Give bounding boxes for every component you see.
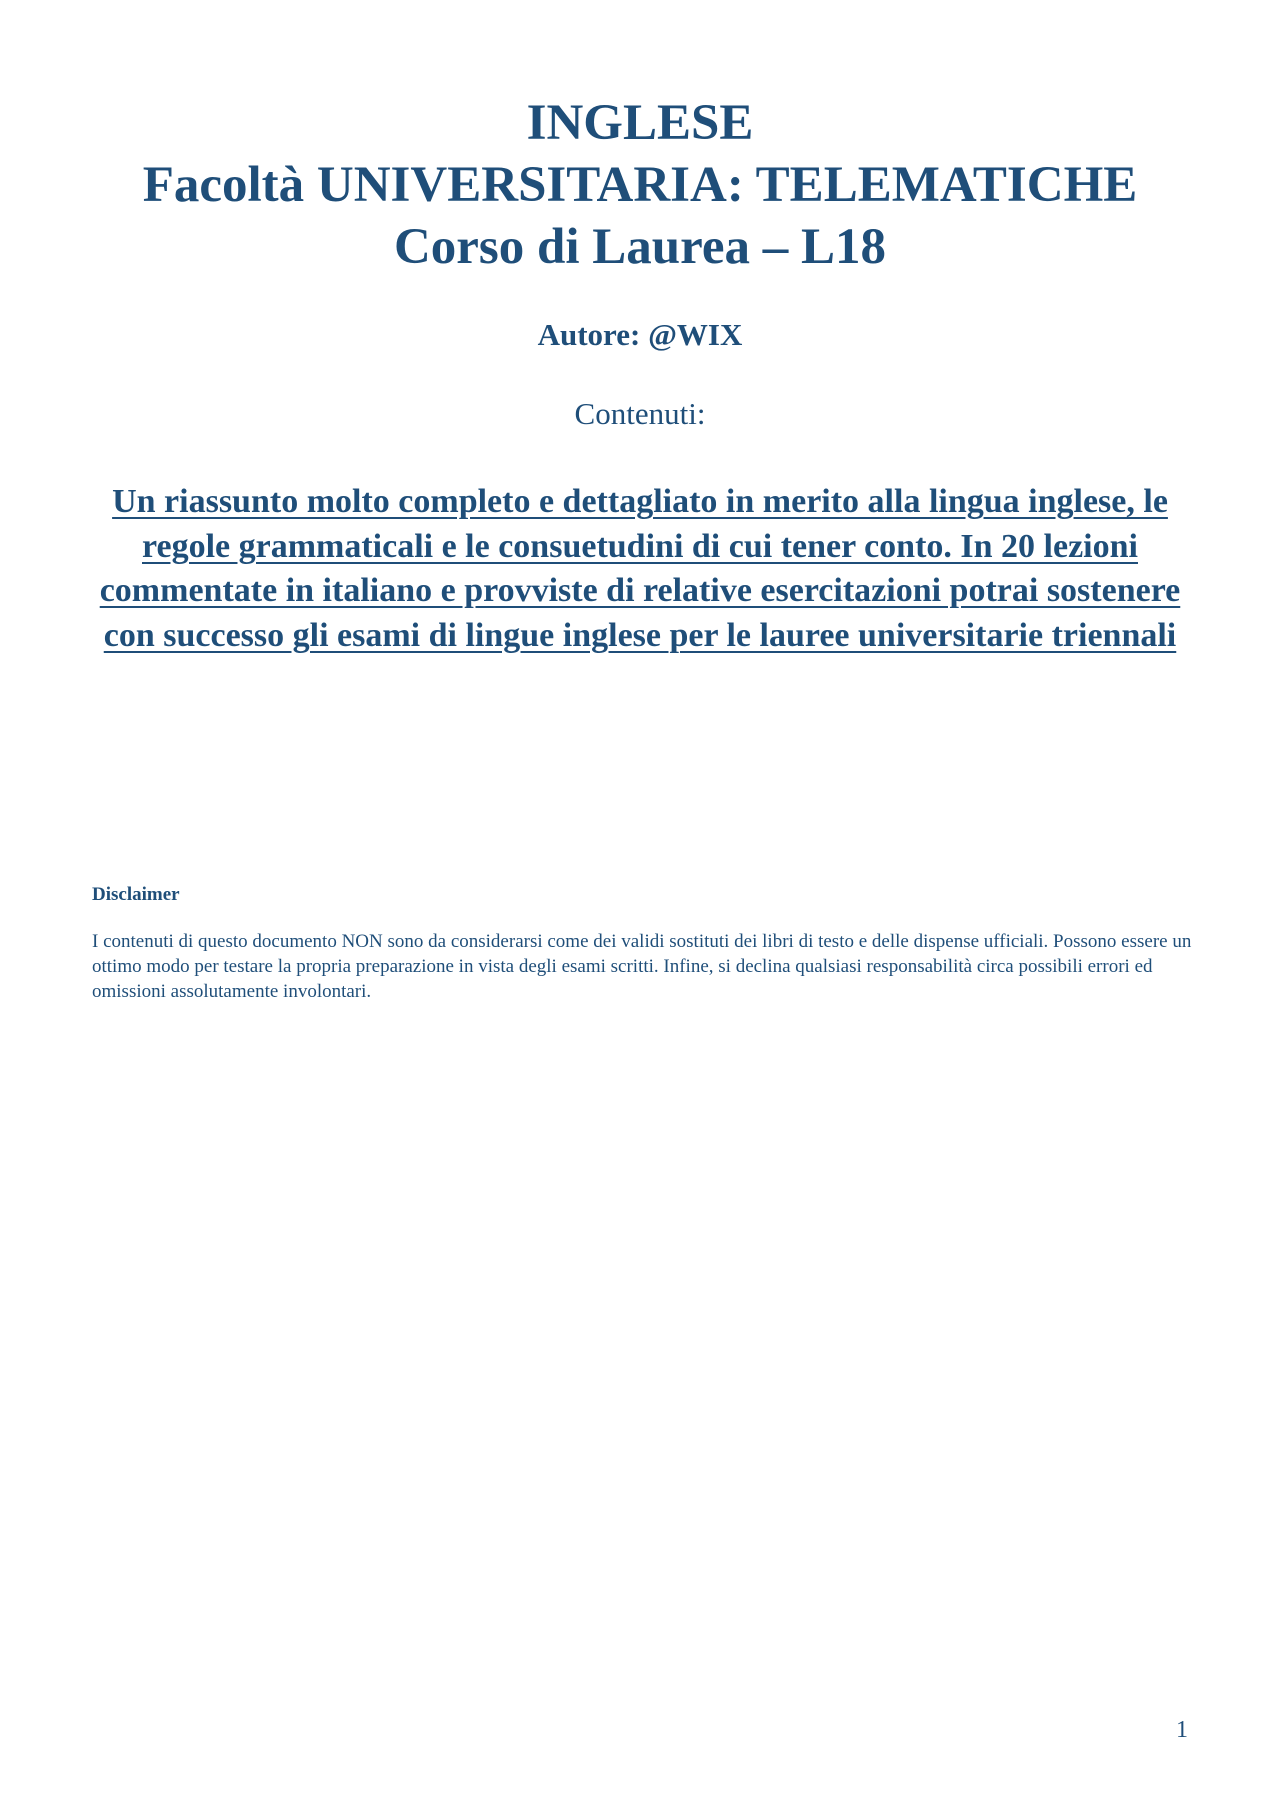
disclaimer-heading: Disclaimer <box>92 884 180 905</box>
title-line-subject: INGLESE <box>526 95 754 151</box>
title-line-degree: Corso di Laurea – L18 <box>393 219 887 275</box>
document-title <box>0 92 1280 278</box>
page-number: 1 <box>1176 1717 1188 1743</box>
disclaimer-text: I contenuti di questo documento NON sono da considerarsi come dei validi sostituti dei libri di testo e delle dispense ufficiali. Possono essere un ottimo modo per testare la propria preparazione in vista degli esami scritti. Infine, si declina qualsiasi responsabilità circa possibili errori ed omissioni assolutamente involontari. <box>92 931 1192 1002</box>
title-line-faculty: Facoltà UNIVERSITARIA: TELEMATICHE <box>142 157 1138 213</box>
summary-paragraph: Un riassunto molto completo e dettagliato in merito alla lingua inglese, le regole grammaticali e le consuetudini di cui tener conto. In 20 lezioni commentate in italiano e provviste di relative esercitazioni potrai sostenere con successo gli esami di lingue inglese per le lauree universitarie triennali <box>99 483 1181 654</box>
contents-label: Contenuti: <box>574 396 706 431</box>
author-line: Autore: @WIX <box>537 317 743 352</box>
